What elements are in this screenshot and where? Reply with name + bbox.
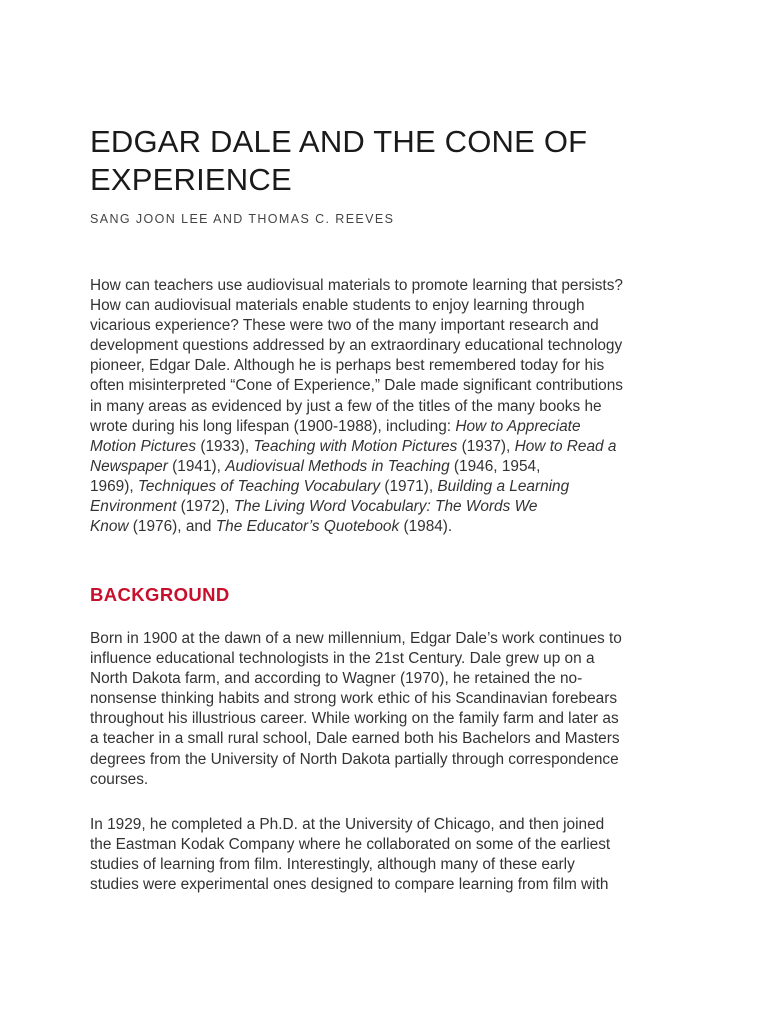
text-line xyxy=(90,457,690,477)
text-line: often misinterpreted “Cone of Experience,” Dale made significant contributions xyxy=(90,377,623,395)
article-title xyxy=(90,123,690,199)
text-line: studies were experimental ones designed to compare learning from film with xyxy=(90,876,609,894)
text-line: vicarious experience? These were two of the many important research and xyxy=(90,317,599,335)
text-line xyxy=(90,417,690,437)
text-line: studies of learning from film. Interestingly, although many of these early xyxy=(90,856,575,874)
text-line: development questions addressed by an extraordinary educational technology xyxy=(90,337,623,355)
book-title: Techniques of Teaching Vocabulary xyxy=(137,477,381,495)
text-line xyxy=(90,517,690,537)
book-title: Audiovisual Methods in Teaching xyxy=(225,457,450,475)
text-line: a teacher in a small rural school, Dale earned both his Bachelors and Masters xyxy=(90,730,620,748)
text-run: (1972), xyxy=(176,498,234,516)
text-line xyxy=(90,437,690,457)
text-line: How can teachers use audiovisual materials to promote learning that persists? xyxy=(90,277,623,294)
text-run: (1946, 1954, xyxy=(449,457,541,475)
text-line xyxy=(90,497,690,517)
title-line: EDGAR DALE AND THE CONE OF xyxy=(90,124,588,159)
text-run: (1941), xyxy=(167,457,226,475)
book-title: Building a Learning xyxy=(437,477,570,495)
text-run: (1976), and xyxy=(128,518,216,536)
text-line xyxy=(90,477,690,497)
text-line: in many areas as evidenced by just a few of the titles of the many books he xyxy=(90,397,602,415)
text-line: pioneer, Edgar Dale. Although he is perhaps best remembered today for his xyxy=(90,357,605,375)
book-title: Motion Pictures xyxy=(90,437,197,455)
book-title: The Living Word Vocabulary: The Words We xyxy=(233,498,538,516)
book-title: Newspaper xyxy=(90,457,168,475)
background-paragraph-1 xyxy=(90,629,690,790)
book-title: Teaching with Motion Pictures xyxy=(253,437,458,455)
text-run: (1937), xyxy=(457,437,515,455)
text-line: degrees from the University of North Dakota partially through correspondence xyxy=(90,750,619,768)
text-run: (1971), xyxy=(380,477,438,495)
text-line: throughout his illustrious career. While working on the family farm and later as xyxy=(90,710,619,728)
section-heading-background: BACKGROUND xyxy=(90,584,230,605)
text-line: North Dakota farm, and according to Wagner (1970), he retained the no- xyxy=(90,670,583,688)
article-authors: SANG JOON LEE AND THOMAS C. REEVES xyxy=(90,212,395,226)
book-title: How to Read a xyxy=(514,437,617,455)
text-line: courses. xyxy=(90,770,149,788)
book-title: The Educator’s Quotebook xyxy=(215,518,400,536)
book-title: How to Appreciate xyxy=(455,417,581,435)
text-line: In 1929, he completed a Ph.D. at the University of Chicago, and then joined xyxy=(90,816,605,833)
text-run: (1984). xyxy=(399,518,453,536)
text-run: (1933), xyxy=(196,437,254,455)
title-line: EXPERIENCE xyxy=(90,162,292,197)
text-line: Born in 1900 at the dawn of a new millennium, Edgar Dale’s work continues to xyxy=(90,630,622,647)
text-line: nonsense thinking habits and strong work ethic of his Scandinavian forebears xyxy=(90,690,618,708)
text-line: influence educational technologists in the 21st Century. Dale grew up on a xyxy=(90,650,595,668)
text-run: wrote during his long lifespan (1900-1988), including: xyxy=(90,417,456,435)
background-paragraph-2 xyxy=(90,815,690,895)
text-line: the Eastman Kodak Company where he collaborated on some of the earliest xyxy=(90,836,611,854)
text-line: How can audiovisual materials enable students to enjoy learning through xyxy=(90,297,585,315)
book-title: Environment xyxy=(90,498,177,516)
text-run: 1969), xyxy=(90,477,138,495)
intro-paragraph xyxy=(90,276,690,537)
book-title: Know xyxy=(90,518,129,536)
